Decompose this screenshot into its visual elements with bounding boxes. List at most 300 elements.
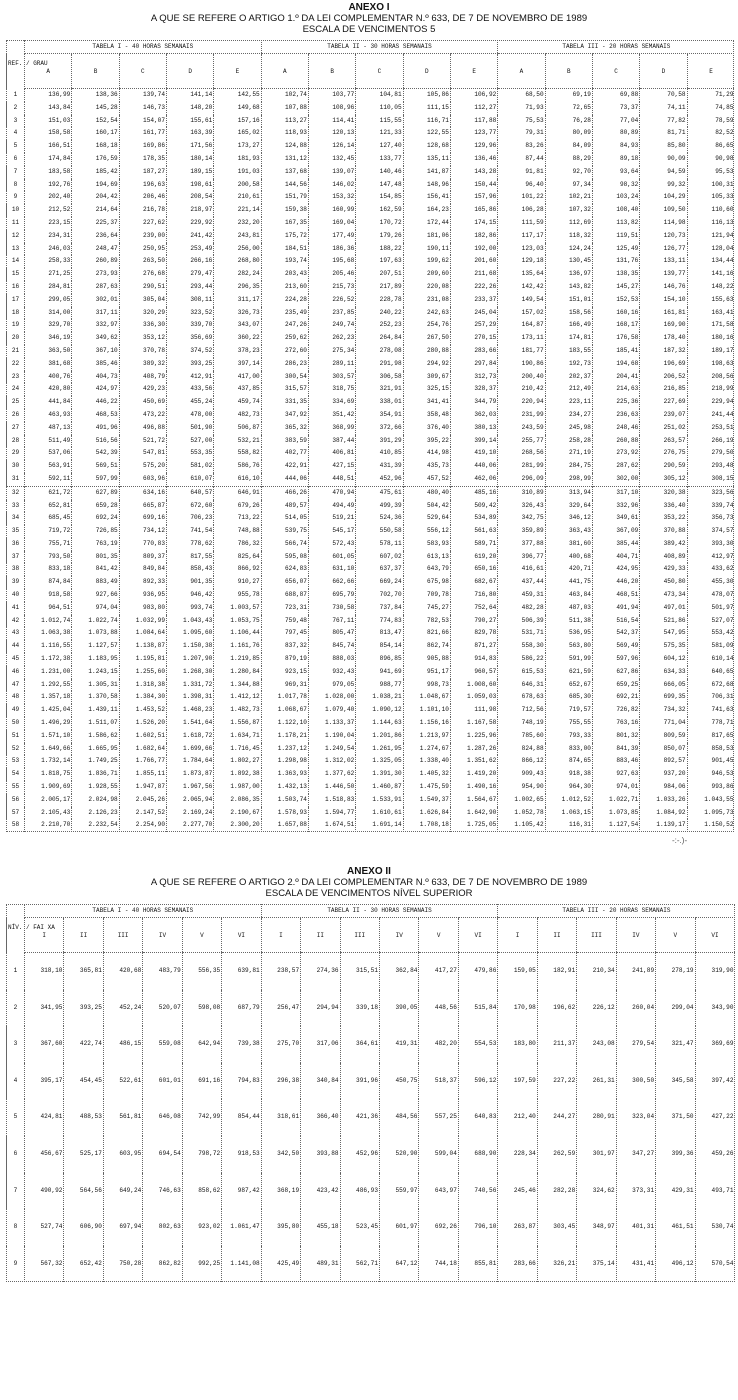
table-cell: 692,24	[72, 512, 119, 525]
table-cell: 248,46	[592, 422, 639, 435]
table-cell: 259,62	[261, 332, 308, 345]
table-cell: 685,30	[545, 691, 592, 704]
table-cell: 461,51	[656, 1209, 695, 1246]
row-number: 50	[7, 717, 25, 730]
row-number: 4	[7, 1063, 25, 1100]
table-cell: 88,29	[545, 153, 592, 166]
table-row	[7, 1246, 735, 1283]
table-cell: 486,93	[340, 1173, 379, 1210]
row-number: 18	[7, 307, 25, 320]
table-cell: 778,62	[166, 538, 213, 551]
table-cell: 427,22	[695, 1099, 734, 1136]
table-cell: 1.725,05	[450, 819, 497, 832]
table-cell: 204,41	[592, 371, 639, 384]
table-cell: 154,85	[356, 191, 403, 204]
table-cell: 84,09	[545, 140, 592, 153]
table-row	[7, 153, 735, 166]
table-cell: 258,33	[25, 255, 72, 268]
table-cell: 437,85	[214, 383, 261, 396]
table-cell: 128,04	[687, 243, 734, 256]
table-cell: 400,76	[25, 371, 72, 384]
table-cell: 639,81	[222, 953, 261, 990]
table-cell: 927,66	[72, 589, 119, 602]
row-number: 53	[7, 755, 25, 768]
table-row	[7, 602, 735, 615]
row-number: 9	[7, 1246, 25, 1283]
table-row	[7, 717, 735, 730]
table-cell: 417,27	[419, 953, 458, 990]
table-cell: 1.460,87	[356, 781, 403, 794]
table-row	[7, 1173, 735, 1210]
table-cell: 263,50	[119, 255, 166, 268]
table-cell: 210,34	[577, 953, 616, 990]
table-cell: 414,98	[403, 447, 450, 460]
table-cell: 315,51	[340, 953, 379, 990]
table-cell: 1.059,03	[450, 691, 497, 704]
table-cell: 393,88	[301, 1136, 340, 1173]
table-cell: 69,88	[592, 89, 639, 102]
table-cell: 688,87	[261, 589, 308, 602]
row-number: 32	[7, 486, 25, 499]
table-cell: 954,90	[498, 781, 545, 794]
table-cell: 202,40	[25, 191, 72, 204]
table-cell: 437,44	[498, 576, 545, 589]
table-row	[7, 422, 735, 435]
row-number: 5	[7, 1099, 25, 1136]
table-cell: 755,55	[545, 717, 592, 730]
table-cell: 260,88	[592, 435, 639, 448]
table-cell: 178,35	[119, 153, 166, 166]
table-cell: 650,16	[450, 563, 497, 576]
table-cell: 850,07	[640, 743, 687, 756]
table-cell: 459,26	[695, 1136, 734, 1173]
table-cell: 353,22	[640, 512, 687, 525]
table-cell: 389,42	[640, 538, 687, 551]
table-cell: 556,12	[403, 525, 450, 538]
table-cell: 1.716,45	[214, 743, 261, 756]
table-cell: 521,72	[119, 435, 166, 448]
table-cell: 250,95	[119, 243, 166, 256]
annex2-header	[0, 866, 738, 899]
table-cell: 171,56	[166, 140, 213, 153]
table-cell: 901,45	[687, 755, 734, 768]
table-cell: 85,80	[640, 140, 687, 153]
annex2-column-header: IV	[616, 918, 655, 953]
table-cell: 487,03	[545, 602, 592, 615]
table-cell: 2.086,35	[214, 794, 261, 807]
table-row	[7, 217, 735, 230]
table-cell: 527,00	[166, 435, 213, 448]
table-cell: 1.150,52	[687, 819, 734, 832]
table-row	[7, 89, 735, 102]
table-cell: 423,42	[301, 1173, 340, 1210]
table-cell: 424,81	[25, 1099, 64, 1136]
table-cell: 446,22	[72, 396, 119, 409]
table-cell: 113,27	[261, 115, 308, 128]
annex2-column-header: VI	[458, 918, 498, 953]
table-cell: 563,80	[545, 640, 592, 653]
row-number: 2	[7, 102, 25, 115]
table-cell: 841,39	[592, 743, 639, 756]
table-cell: 955,78	[214, 589, 261, 602]
table-cell: 370,78	[119, 345, 166, 358]
table-cell: 759,48	[261, 615, 308, 628]
table-cell: 523,45	[340, 1209, 379, 1246]
table-cell: 90,09	[640, 153, 687, 166]
table-cell: 665,87	[119, 500, 166, 513]
table-row	[7, 563, 735, 576]
table-cell: 299,05	[25, 294, 72, 307]
table-cell: 1.363,93	[261, 768, 308, 781]
table-row	[7, 627, 735, 640]
table-cell: 1.012,74	[25, 615, 72, 628]
table-cell: 1.061,47	[222, 1209, 261, 1246]
table-cell: 68,50	[498, 89, 545, 102]
table-cell: 89,18	[592, 153, 639, 166]
table-cell: 160,99	[308, 204, 355, 217]
table-cell: 424,97	[72, 383, 119, 396]
table-cell: 148,96	[403, 179, 450, 192]
table-cell: 183,55	[545, 345, 592, 358]
table-cell: 339,74	[687, 500, 734, 513]
table-cell: 801,32	[592, 730, 639, 743]
table-cell: 666,05	[640, 679, 687, 692]
table-cell: 393,30	[687, 538, 734, 551]
table-cell: 104,81	[356, 89, 403, 102]
table-cell: 151,03	[25, 115, 72, 128]
table-cell: 1.674,51	[308, 819, 355, 832]
table-cell: 331,35	[261, 396, 308, 409]
table-cell: 183,58	[25, 166, 72, 179]
annex1-column-header: E	[214, 54, 261, 89]
table-cell: 1.425,04	[25, 704, 72, 717]
table-cell: 376,40	[403, 422, 450, 435]
annex2-salary-table	[6, 904, 735, 1282]
table-cell: 1.610,61	[356, 807, 403, 820]
table-cell: 845,74	[308, 640, 355, 653]
table-cell: 229,92	[166, 217, 213, 230]
table-cell: 256,47	[261, 990, 300, 1027]
table-cell: 296,35	[214, 281, 261, 294]
table-cell: 634,33	[640, 666, 687, 679]
table-cell: 1.556,87	[214, 717, 261, 730]
table-cell: 554,53	[458, 1026, 498, 1063]
table-cell: 341,95	[25, 990, 64, 1027]
table-cell: 225,36	[592, 396, 639, 409]
table-cell: 937,20	[640, 768, 687, 781]
table-cell: 120,73	[640, 230, 687, 243]
table-cell: 243,81	[214, 230, 261, 243]
table-cell: 128,68	[403, 140, 450, 153]
table-cell: 212,49	[545, 383, 592, 396]
table-cell: 321,47	[656, 1026, 695, 1063]
table-row	[7, 679, 735, 692]
table-cell: 303,57	[308, 371, 355, 384]
table-cell: 463,93	[25, 409, 72, 422]
table-cell: 194,69	[72, 179, 119, 192]
table-cell: 678,63	[498, 691, 545, 704]
table-row	[7, 730, 735, 743]
table-cell: 360,22	[214, 332, 261, 345]
table-cell: 793,50	[25, 551, 72, 564]
table-cell: 155,63	[687, 294, 734, 307]
table-cell: 234,27	[545, 409, 592, 422]
table-cell: 489,31	[301, 1246, 340, 1283]
table-cell: 163,39	[166, 127, 213, 140]
annex2-column-header: I	[498, 918, 537, 953]
table-cell: 367,09	[592, 525, 639, 538]
table-cell: 241,44	[687, 409, 734, 422]
table-cell: 694,54	[143, 1136, 182, 1173]
table-cell: 1.032,99	[119, 615, 166, 628]
annex1-column-header: C	[592, 54, 639, 89]
table-cell: 123,77	[450, 127, 497, 140]
table-cell: 206,46	[119, 191, 166, 204]
table-cell: 440,06	[450, 460, 497, 473]
table-cell: 521,86	[640, 615, 687, 628]
table-cell: 746,63	[143, 1173, 182, 1210]
row-number: 23	[7, 371, 25, 384]
table-row	[7, 191, 735, 204]
table-row	[7, 383, 735, 396]
table-cell: 726,82	[592, 704, 639, 717]
table-cell: 1.243,15	[72, 666, 119, 679]
table-cell: 231,08	[403, 294, 450, 307]
annex1-column-header: A	[25, 54, 72, 89]
table-cell: 1.190,04	[308, 730, 355, 743]
annex1-header	[0, 2, 738, 35]
table-cell: 494,49	[308, 500, 355, 513]
table-cell: 283,66	[498, 1246, 537, 1283]
table-cell: 627,86	[592, 666, 639, 679]
table-cell: 2.254,90	[119, 819, 166, 832]
table-cell: 182,86	[450, 230, 497, 243]
table-cell: 342,75	[498, 512, 545, 525]
table-row	[7, 345, 735, 358]
table-cell: 741,63	[687, 704, 734, 717]
table-cell: 389,32	[119, 358, 166, 371]
table-cell: 596,12	[458, 1063, 498, 1100]
table-cell: 1.564,67	[450, 794, 497, 807]
table-cell: 208,56	[687, 371, 734, 384]
table-cell: 478,07	[687, 589, 734, 602]
table-cell: 616,10	[214, 473, 261, 486]
table-cell: 129,18	[498, 255, 545, 268]
table-cell: 148,22	[687, 281, 734, 294]
annex1-column-header: E	[687, 54, 734, 89]
table-cell: 858,53	[687, 743, 734, 756]
table-cell: 427,15	[308, 460, 355, 473]
table-cell: 741,54	[166, 525, 213, 538]
table-cell: 488,53	[64, 1099, 103, 1136]
table-row	[7, 102, 735, 115]
table-cell: 223,11	[545, 396, 592, 409]
table-cell: 1.298,98	[261, 755, 308, 768]
table-cell: 561,63	[450, 525, 497, 538]
table-cell: 531,71	[498, 627, 545, 640]
table-cell: 793,33	[545, 730, 592, 743]
table-cell: 139,07	[308, 166, 355, 179]
table-cell: 238,57	[261, 953, 300, 990]
table-cell: 297,84	[450, 358, 497, 371]
table-cell: 105,33	[687, 191, 734, 204]
table-cell: 712,56	[498, 704, 545, 717]
table-cell: 1.079,40	[308, 704, 355, 717]
table-cell: 489,57	[261, 500, 308, 513]
table-row	[7, 204, 735, 217]
table-cell: 1.432,13	[261, 781, 308, 794]
table-cell: 71,29	[687, 89, 734, 102]
table-cell: 662,66	[308, 576, 355, 589]
table-cell: 133,77	[356, 153, 403, 166]
table-row	[7, 358, 735, 371]
table-cell: 545,17	[308, 525, 355, 538]
table-cell: 433,62	[687, 563, 734, 576]
annex2-column-header: II	[64, 918, 103, 953]
table-cell: 395,22	[403, 435, 450, 448]
annex1-group-3: TABELA III - 20 HORAS SEMANAIS	[498, 40, 735, 54]
table-cell: 682,67	[450, 576, 497, 589]
table-cell: 496,12	[656, 1246, 695, 1283]
table-cell: 556,35	[182, 953, 221, 990]
table-cell: 1.116,55	[25, 640, 72, 653]
table-cell: 245,46	[498, 1173, 537, 1210]
table-cell: 324,62	[577, 1173, 616, 1210]
table-cell: 490,92	[25, 1173, 64, 1210]
annex1-column-header: D	[166, 54, 213, 89]
table-cell: 211,37	[537, 1026, 576, 1063]
table-cell: 319,90	[695, 953, 734, 990]
table-cell: 862,82	[143, 1246, 182, 1283]
table-cell: 273,92	[592, 447, 639, 460]
table-cell: 111,15	[403, 102, 450, 115]
table-cell: 225,37	[72, 217, 119, 230]
table-cell: 983,80	[119, 602, 166, 615]
table-row	[7, 486, 735, 499]
table-cell: 139,77	[640, 268, 687, 281]
table-cell: 173,11	[498, 332, 545, 345]
table-cell: 412,97	[687, 551, 734, 564]
table-cell: 185,42	[72, 166, 119, 179]
table-cell: 2.232,54	[72, 819, 119, 832]
table-cell: 748,88	[214, 525, 261, 538]
table-cell: 566,74	[261, 538, 308, 551]
table-cell: 129,96	[450, 140, 497, 153]
row-number: 41	[7, 602, 25, 615]
table-cell: 293,48	[687, 460, 734, 473]
table-cell: 550,58	[356, 525, 403, 538]
table-cell: 375,14	[577, 1246, 616, 1283]
table-cell: 468,53	[72, 409, 119, 422]
table-cell: 189,15	[166, 166, 213, 179]
table-cell: 422,91	[261, 460, 308, 473]
table-cell: 918,58	[25, 589, 72, 602]
table-cell: 429,31	[656, 1173, 695, 1210]
table-cell: 95,53	[687, 166, 734, 179]
table-cell: 1.292,55	[25, 679, 72, 692]
table-cell: 557,25	[419, 1099, 458, 1136]
table-cell: 125,49	[592, 243, 639, 256]
table-cell: 156,41	[403, 191, 450, 204]
table-cell: 309,67	[403, 371, 450, 384]
row-number: 27	[7, 422, 25, 435]
row-number: 45	[7, 653, 25, 666]
table-cell: 346,19	[25, 332, 72, 345]
table-cell: 583,93	[403, 538, 450, 551]
table-cell: 276,68	[119, 268, 166, 281]
table-cell: 135,64	[498, 268, 545, 281]
table-cell: 195,68	[308, 255, 355, 268]
table-row	[7, 294, 735, 307]
table-cell: 532,21	[214, 435, 261, 448]
table-cell: 854,14	[356, 640, 403, 653]
table-cell: 318,61	[261, 1099, 300, 1136]
table-cell: 256,00	[214, 243, 261, 256]
table-cell: 200,40	[498, 371, 545, 384]
table-row	[7, 371, 735, 384]
table-cell: 287,62	[592, 460, 639, 473]
table-cell: 613,13	[403, 551, 450, 564]
table-cell: 102,74	[261, 89, 308, 102]
table-cell: 1.571,10	[25, 730, 72, 743]
table-cell: 988,77	[356, 679, 403, 692]
table-cell: 675,98	[403, 576, 450, 589]
table-cell: 1.161,76	[214, 640, 261, 653]
table-row	[7, 319, 735, 332]
row-number: 19	[7, 319, 25, 332]
table-cell: 561,81	[103, 1099, 142, 1136]
table-cell: 153,32	[308, 191, 355, 204]
table-cell: 289,11	[308, 358, 355, 371]
annex1-column-header: B	[545, 54, 592, 89]
table-cell: 155,61	[166, 115, 213, 128]
table-cell: 410,85	[356, 447, 403, 460]
row-number: 49	[7, 704, 25, 717]
table-cell: 669,24	[356, 576, 403, 589]
table-cell: 412,91	[166, 371, 213, 384]
annex1-column-header: B	[308, 54, 355, 89]
table-cell: 192,76	[25, 179, 72, 192]
table-cell: 1.178,21	[261, 730, 308, 743]
table-cell: 260,04	[616, 990, 655, 1027]
table-row	[7, 640, 735, 653]
annex2-column-header: VI	[222, 918, 261, 953]
table-cell: 734,12	[119, 525, 166, 538]
table-row	[7, 396, 735, 409]
table-cell: 475,61	[356, 486, 403, 499]
table-cell: 441,84	[25, 396, 72, 409]
table-cell: 569,51	[72, 460, 119, 473]
row-number: 25	[7, 396, 25, 409]
table-row	[7, 332, 735, 345]
table-cell: 1.594,77	[308, 807, 355, 820]
table-cell: 610,07	[166, 473, 213, 486]
table-cell: 1.150,38	[166, 640, 213, 653]
table-cell: 173,27	[214, 140, 261, 153]
table-cell: 396,77	[498, 551, 545, 564]
table-cell: 205,46	[308, 268, 355, 281]
table-cell: 143,84	[25, 102, 72, 115]
row-number: 38	[7, 563, 25, 576]
table-cell: 201,60	[450, 255, 497, 268]
table-cell: 821,66	[403, 627, 450, 640]
table-cell: 455,24	[166, 396, 213, 409]
table-cell: 177,49	[308, 230, 355, 243]
annex1-column-header: E	[450, 54, 497, 89]
table-cell: 1.255,60	[119, 666, 166, 679]
table-cell: 255,77	[498, 435, 545, 448]
table-cell: 211,68	[450, 268, 497, 281]
